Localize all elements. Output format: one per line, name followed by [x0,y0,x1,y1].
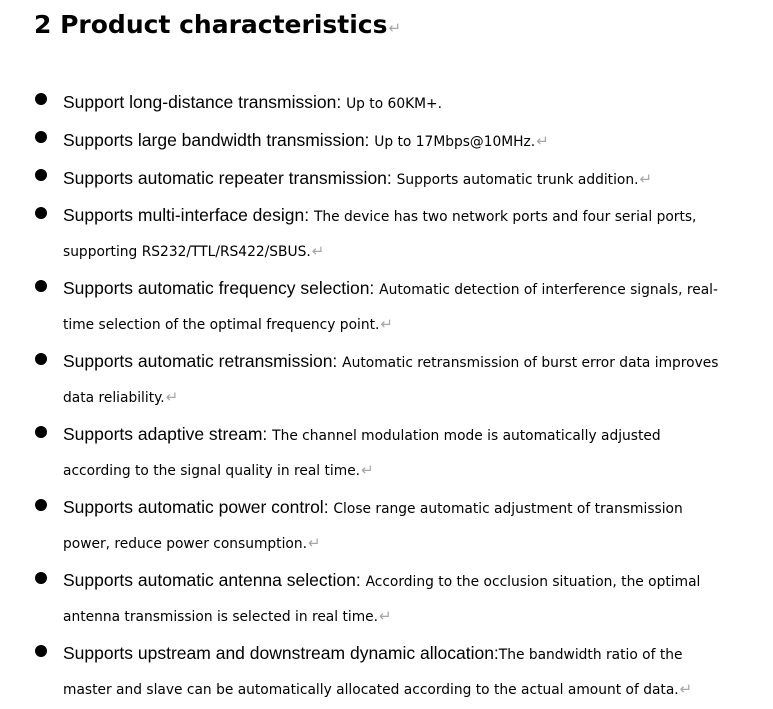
bullet-icon [35,499,47,511]
list-item [0,417,773,488]
feature-name: Support long-distance transmission: [63,92,347,112]
list-item [0,344,773,415]
item-line [63,490,737,525]
paragraph-mark-icon: ↵ [311,242,325,260]
feature-description-continued: antenna transmission is selected in real time. [63,609,379,625]
bullet-icon [35,353,47,365]
feature-description: Close range automatic adjustment of transmission [333,501,683,517]
feature-description: Automatic detection of interference signals, real- [379,282,718,298]
feature-description-continued: power, reduce power consumption. [63,536,307,552]
feature-description-continued: time selection of the optimal frequency point. [63,317,380,333]
feature-name: Supports automatic antenna selection: [63,570,366,590]
bullet-icon [35,645,47,657]
bullet-icon [35,93,47,105]
list-item [0,271,773,342]
item-line [63,417,737,452]
paragraph-mark-icon: ↵ [388,19,402,37]
item-line-continued [63,598,737,635]
list-item [0,160,773,196]
feature-list [0,84,773,709]
section-heading [34,9,401,44]
feature-name: Supports upstream and downstream dynamic allocation: [63,643,499,663]
feature-description: The bandwidth ratio of the [498,647,683,663]
item-line [63,344,737,379]
paragraph-mark-icon: ↵ [165,388,179,406]
bullet-icon [35,169,47,181]
item-line-continued [63,379,737,416]
feature-name: Supports multi-interface design: [63,205,314,225]
paragraph-mark-icon: ↵ [639,170,653,188]
list-item [0,636,773,707]
item-line [63,84,737,122]
item-line [63,271,737,306]
item-line-continued [63,525,737,562]
feature-description-continued: supporting RS232/TTL/RS422/SBUS. [63,244,311,260]
list-item [0,198,773,269]
list-item [0,490,773,561]
feature-name: Supports automatic power control: [63,497,334,517]
paragraph-mark-icon: ↵ [679,680,693,698]
paragraph-mark-icon: ↵ [361,461,374,479]
paragraph-mark-icon: ↵ [379,607,392,625]
feature-description: Up to 17Mbps@10MHz. [374,134,536,150]
bullet-icon [35,572,47,584]
item-line [63,160,737,198]
feature-description: Automatic retransmission of burst error data improves [342,355,719,371]
item-line [63,636,737,671]
item-line [63,563,737,598]
paragraph-mark-icon: ↵ [380,315,393,333]
list-item [0,84,773,120]
feature-description: Up to 60KM+. [346,96,442,112]
feature-name: Supports automatic retransmission: [63,351,343,371]
feature-description-continued: according to the signal quality in real time. [63,463,361,479]
feature-name: Supports large bandwidth transmission: [63,130,375,150]
feature-description: The channel modulation mode is automatically adjusted [272,428,661,444]
item-line-continued [63,671,737,708]
bullet-icon [35,280,47,292]
item-line [63,122,737,160]
bullet-icon [35,131,47,143]
bullet-icon [35,207,47,219]
feature-description-continued: data reliability. [63,390,165,406]
item-line-continued [63,306,737,343]
item-line-continued [63,452,737,489]
feature-description: According to the occlusion situation, the optimal [365,574,701,590]
feature-description-continued: master and slave can be automatically allocated according to the actual amount of data. [63,682,679,698]
list-item [0,122,773,158]
bullet-icon [35,426,47,438]
paragraph-mark-icon: ↵ [307,534,321,552]
item-line [63,198,737,233]
feature-description: The device has two network ports and four serial ports, [313,209,697,225]
feature-description: Supports automatic trunk addition. [396,172,639,188]
paragraph-mark-icon: ↵ [536,132,549,150]
item-line-continued [63,233,737,270]
feature-name: Supports automatic frequency selection: [63,278,380,298]
list-item [0,563,773,634]
feature-name: Supports adaptive stream: [63,424,273,444]
feature-name: Supports automatic repeater transmission: [63,168,397,188]
section-heading-text: 2 Product characteristics [34,10,388,39]
